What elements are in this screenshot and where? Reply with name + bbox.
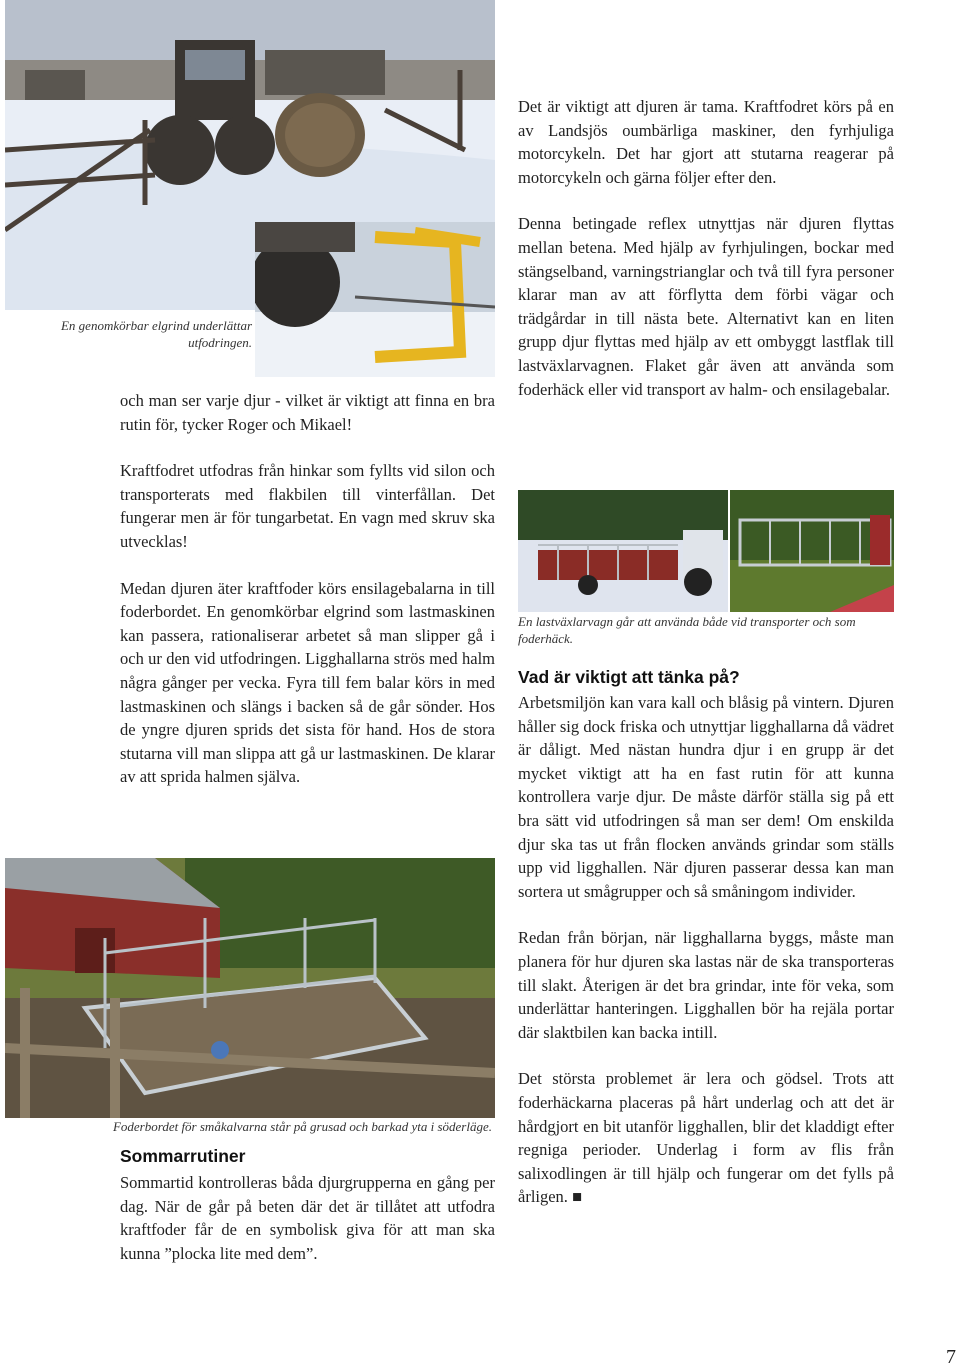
right-column-bottom <box>518 691 894 1209</box>
photo-feeding-table <box>5 858 495 1118</box>
paragraph-text: Det största problemet är lera och gödsel. Trots att foderhäckarna placeras på hårt underlag och att det är hårdgjort en bit utanför ligghallen, blir det kladdigt efter regniga perioder. Underlag i form av flis från salixodlingen är till hjälp och fungerar om det fylls på årligen. <box>518 1069 894 1207</box>
paragraph: Denna betingade reflex utnyttjas när djuren flyttas mellan betena. Med hjälp av fyrhjulingen, bockar med stängselband, varningstrianglar och två till fyra personer klarar man av att förflytta dem förbi vägar och trädgårdar in till nästa bete. Alternativt kan en liten grupp djur flyttas med hjälp av ett ombyggt lastflak till lastväxlarvagnen. Flaket går även att använda som foderhäck eller vid transport av halm- och ensilagebalar. <box>518 214 894 399</box>
photo-caption: En lastväxlarvagn går att använda både vid transporter och som foderhäck. <box>518 614 856 646</box>
photo-trailer-snow <box>518 490 728 612</box>
paragraph: Sommartid kontrolleras båda djurgrupperna en gång per dag. När de går på beten där det är tillåtet att utfodra kraftfoder får de en symbolisk giva för att man ska kunna ”plocka lite med dem”. <box>120 1173 495 1263</box>
paragraph: Kraftfodret utfodras från hinkar som fyllts vid silon och transporterats med flakbilen till vinterfållan. Det fungerar men är för tungarbetat. En vagn med skruv ska utvecklas! <box>120 461 495 551</box>
page-number: 7 <box>946 1346 956 1368</box>
right-column-top <box>518 95 894 424</box>
photo-caption: En genomkörbar elgrind underlättar utfodringen. <box>60 318 252 350</box>
photo-caption: Foderbordet för småkalvarna står på grusad och barkad yta i söderläge. <box>112 1119 492 1134</box>
paragraph: Det är viktigt att djuren är tama. Kraftfodret körs på en av Landsjös oumbärliga maskiner, den fyrhjuliga motorcykeln. Det har gjort att stutarna reagerar på motorcykeln och gärna följer efter den. <box>518 97 894 187</box>
end-mark-icon: ■ <box>572 1187 583 1207</box>
paragraph: Medan djuren äter kraftfoder körs ensilagebalarna in till foderbordet. En genomkörbar elgrind som lastmaskinen kan passera, rationaliserar arbetet så man slipper gå i och ur den vid utfodringen. Ligghallarna strös med halm några gånger per vecka. Fyra till fem balar körs in med lastmaskinen och slängs i backen så de går sönder. Hos de yngre djuren sprids det sista för hand. Hos de stora stutarna vill man slippa att gå ur lastmaskinen. De klarar av att sprida halmen själva. <box>120 578 495 787</box>
section-heading: Vad är viktigt att tänka på? <box>518 667 740 687</box>
paragraph <box>518 1067 894 1209</box>
left-column-top <box>120 389 495 812</box>
paragraph: Redan från början, när ligghallarna byggs, måste man planera för hur djuren ska lastas när de ska transporteras till slakt. Återigen är det bra grindar, inte för veka, som underlättar hanteringen. Ligghallen bör ha rejäla portar där slaktbilen kan backa intill. <box>518 928 894 1042</box>
paragraph: och man ser varje djur - vilket är viktigt att finna en bra rutin för, tycker Roger och Mikael! <box>120 391 495 434</box>
photo-trailer-feeder <box>730 490 894 612</box>
section-heading: Sommarrutiner <box>120 1146 246 1166</box>
photo-yellow-gate-inset <box>255 222 495 377</box>
paragraph: Arbetsmiljön kan vara kall och blåsig på vintern. Djuren håller sig dock friska och utnyttjar ligghallarna då vädret är dåligt. Med nästan hundra djur i en grupp är det mycket viktigt att ha en fast rutin för att kunna kontrollera varje djur. De måste därför ställa sig på ett bra sätt vid utfodringen så man ser dem! Om enskilda djur ska tas ut från flocken används grindar som ställs upp vid ligghallen. När djuren passerar dessa kan man sortera ut smågrupper och så småningom individer. <box>518 693 894 901</box>
